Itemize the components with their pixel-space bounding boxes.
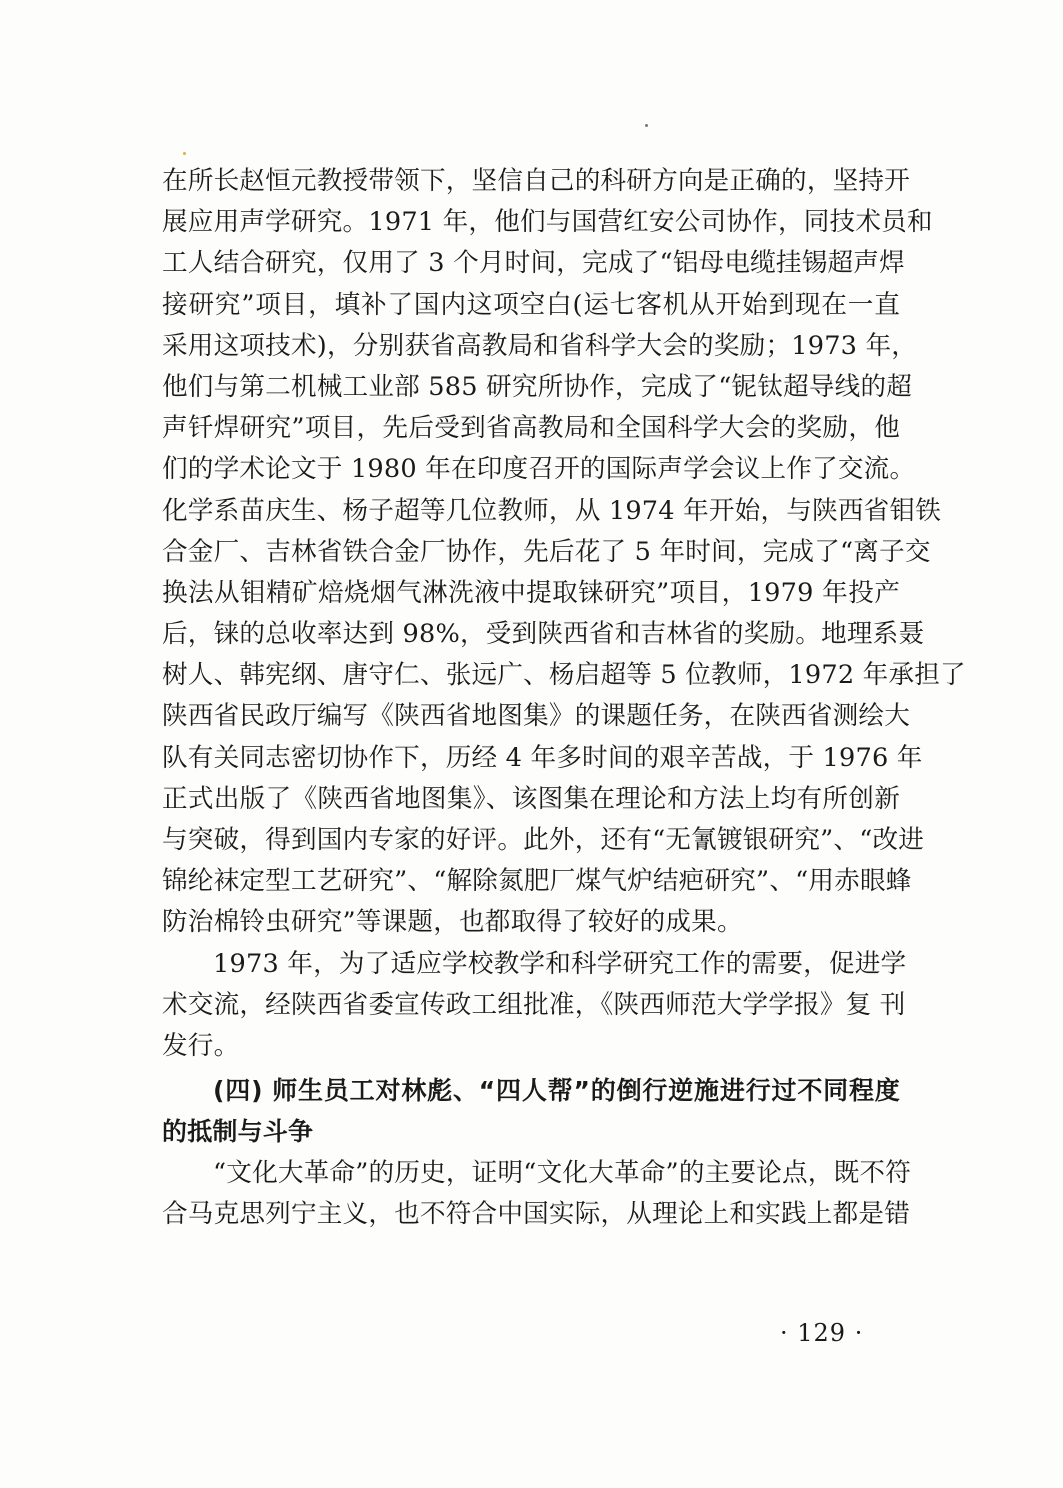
section-heading xyxy=(162,1070,900,1152)
text-line: 在所长赵恒元教授带领下，坚信自己的科研方向是正确的，坚持开 xyxy=(162,166,911,196)
heading-line: (四) 师生员工对林彪、“四人帮”的倒行逆施进行过不同程度 xyxy=(213,1076,900,1106)
body-text xyxy=(162,161,966,1235)
text-line: 他们与第二机械工业部 585 研究所协作，完成了“铌钛超导线的超 xyxy=(162,371,913,402)
text-line: 展应用声学研究。1971 年，他们与国营红安公司协作，同技术员和 xyxy=(162,207,933,238)
text-line: 锦纶袜定型工艺研究”、“解除氮肥厂煤气炉结疤研究”、“用赤眼蜂 xyxy=(162,866,912,897)
text-line: 工人结合研究，仅用了 3 个月时间，完成了“铝母电缆挂锡超声焊 xyxy=(162,248,905,279)
text-line: 合金厂、吉林省铁合金厂协作，先后花了 5 年时间，完成了“离子交 xyxy=(162,536,931,567)
paragraph-cultural-revolution xyxy=(162,1153,911,1235)
text-line: 正式出版了《陕西省地图集》、该图集在理论和方法上均有所创新 xyxy=(162,783,900,814)
text-line: 树人、韩宪纲、唐守仁、张远广、杨启超等 5 位教师，1972 年承担了 xyxy=(162,660,966,691)
paragraph-journal-reissue xyxy=(162,944,907,1068)
page-number: · 129 · xyxy=(780,1319,864,1347)
text-line: 队有关同志密切协作下，历经 4 年多时间的艰辛苦战，于 1976 年 xyxy=(162,742,923,773)
heading-line: 的抵制与斗争 xyxy=(162,1117,314,1147)
text-line: “文化大革命”的历史，证明“文化大革命”的主要论点，既不符 xyxy=(213,1157,911,1188)
text-line: 声钎焊研究”项目，先后受到省高教局和全国科学大会的奖励，他 xyxy=(162,413,900,444)
text-line: 接研究”项目，填补了国内这项空白(运七客机从开始到现在一直 xyxy=(162,289,900,320)
ink-speck xyxy=(645,124,648,127)
text-line: 换法从钼精矿焙烧烟气淋洗液中提取铼研究”项目，1979 年投产 xyxy=(162,577,900,608)
ink-speck xyxy=(183,152,186,155)
text-line: 合马克思列宁主义，也不符合中国实际，从理论上和实践上都是错 xyxy=(162,1198,911,1229)
paragraph-research-projects xyxy=(162,161,966,944)
text-line: 化学系苗庆生、杨子超等几位教师，从 1974 年开始，与陕西省钼铁 xyxy=(162,495,942,526)
text-line: 术交流，经陕西省委宣传政工组批准，《陕西师范大学学报》复 刊 xyxy=(162,989,906,1020)
text-line: 与突破，得到国内专家的好评。此外，还有“无氰镀银研究”、“改进 xyxy=(162,825,925,855)
text-line: 采用这项技术)，分别获省高教局和省科学大会的奖励；1973 年， xyxy=(162,330,918,361)
text-line: 陕西省民政厅编写《陕西省地图集》的课题任务，在陕西省测绘大 xyxy=(162,701,911,732)
text-line: 防治棉铃虫研究”等课题，也都取得了较好的成果。 xyxy=(162,907,743,938)
text-line: 后，铼的总收率达到 98%，受到陕西省和吉林省的奖励。地理系聂 xyxy=(162,619,925,650)
text-line: 们的学术论文于 1980 年在印度召开的国际声学会议上作了交流。 xyxy=(162,454,916,485)
text-line: 1973 年，为了适应学校教学和科学研究工作的需要，促进学 xyxy=(213,948,907,979)
text-line: 发行。 xyxy=(162,1030,240,1061)
